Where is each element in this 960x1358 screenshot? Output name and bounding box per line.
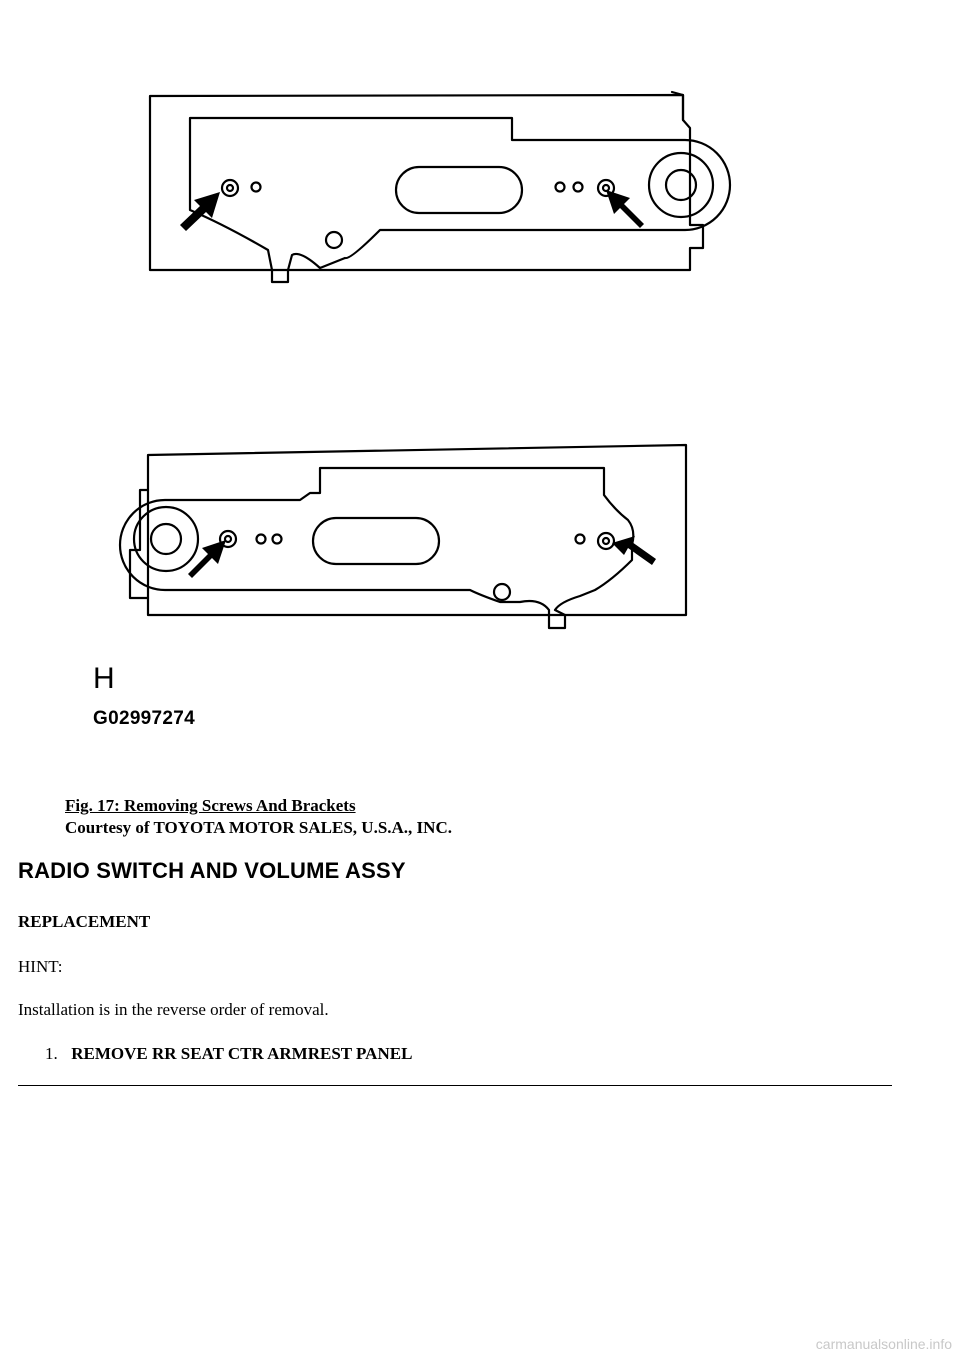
upper-arrows xyxy=(180,190,644,231)
install-note: Installation is in the reverse order of removal. xyxy=(18,1000,329,1019)
step-number: 1. xyxy=(45,1044,58,1063)
caption-title: Fig. 17: Removing Screws And Brackets xyxy=(65,796,356,815)
hint-label: HINT: xyxy=(18,957,63,976)
footer-watermark: carmanualsonline.info xyxy=(815,1336,952,1352)
section-heading: RADIO SWITCH AND VOLUME ASSY xyxy=(18,858,406,883)
figure-code: G02997274 xyxy=(93,708,196,729)
step-label: REMOVE RR SEAT CTR ARMREST PANEL xyxy=(71,1044,413,1063)
section-subheading: REPLACEMENT xyxy=(18,912,151,931)
figure-label-h: H xyxy=(93,662,115,695)
upper-bracket xyxy=(150,92,730,282)
horizontal-rule xyxy=(18,1085,892,1086)
step-item xyxy=(45,1044,412,1064)
figure-caption xyxy=(65,795,452,839)
lower-bracket xyxy=(120,445,686,628)
caption-courtesy: Courtesy of TOYOTA MOTOR SALES, U.S.A., INC. xyxy=(65,818,452,837)
